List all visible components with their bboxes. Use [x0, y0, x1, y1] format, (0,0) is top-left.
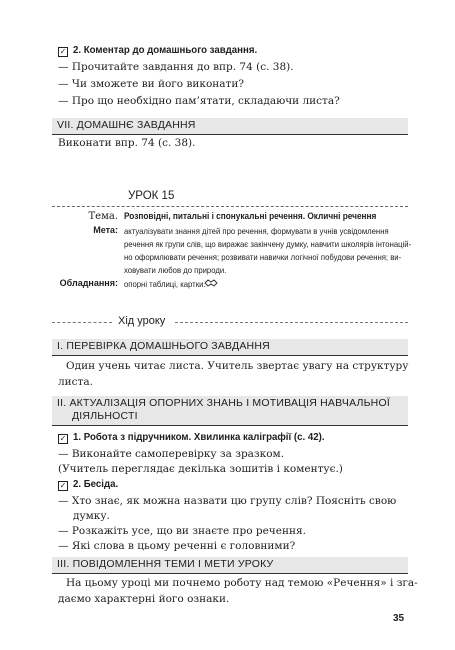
handshake-icon	[204, 278, 218, 288]
text-line: — Виконайте самоперевірку за зразком.	[58, 448, 285, 460]
section-title-actualization-cont: ДІЯЛЬНОСТІ	[72, 410, 138, 422]
section-title-actualization: II. АКТУАЛІЗАЦІЯ ОПОРНИХ ЗНАНЬ І МОТИВАЦІЯ НАВЧАЛЬНОЇ	[57, 397, 390, 409]
divider	[175, 322, 408, 323]
section-title-homework-check: I. ПЕРЕВІРКА ДОМАШНЬОГО ЗАВДАННЯ	[57, 340, 270, 352]
divider	[52, 322, 112, 323]
subheading-textbook-work: 1. Робота з підручником. Хвилинка каліграфії (с. 42).	[73, 431, 325, 443]
goal-line: актуалізувати знання дітей про речення, формувати в учнів усвідомлення	[124, 226, 389, 236]
text-line: Виконати впр. 74 (с. 38).	[58, 137, 196, 149]
goal-line: речення як групи слів, що виражає закінчену думку, навчити школярів інтонацій-	[124, 239, 412, 249]
text-line: Один учень читає листа. Учитель звертає увагу на структуру	[66, 360, 409, 372]
checkbox-icon: ✓	[59, 481, 67, 490]
goal-line: но оформлювати речення; розвивати навички логічної побудови речення; ви-	[124, 252, 402, 262]
subheading-homework-comment: 2. Коментар до домашнього завдання.	[73, 44, 258, 56]
text-line: — Про що необхідно пам’ятати, складаючи листа?	[58, 95, 340, 107]
lesson-title: УРОК 15	[128, 190, 175, 202]
page-number: 35	[393, 613, 405, 624]
text-line: На цьому уроці ми почнемо роботу над темою «Речення» і зга-	[66, 577, 418, 589]
section-title-lesson-topic: III. ПОВІДОМЛЕННЯ ТЕМИ І МЕТИ УРОКУ	[57, 558, 274, 570]
goal-label: Мета:	[93, 225, 118, 235]
text-line: (Учитель переглядає декілька зошитів і коментує.)	[58, 463, 343, 475]
text-line: — Чи зможете ви його виконати?	[58, 78, 244, 90]
equipment-label: Обладнання:	[59, 278, 118, 288]
subheading-conversation: 2. Бесіда.	[73, 478, 119, 490]
equipment-text: опорні таблиці, картки.	[124, 279, 206, 289]
course-title: Хід уроку	[118, 315, 166, 327]
text-line: — Прочитайте завдання до впр. 74 (с. 38).	[58, 61, 294, 73]
text-line: — Хто знає, як можна назвати цю групу слів? Поясніть свою	[58, 495, 397, 507]
text-line: — Розкажіть усе, що ви знаєте про речення.	[58, 525, 306, 537]
topic-label: Тема.	[88, 211, 118, 222]
text-line: даємо характерні його ознаки.	[58, 593, 230, 605]
text-line: думку.	[73, 510, 110, 522]
checkbox-icon: ✓	[59, 434, 67, 443]
section-title-homework: VII. ДОМАШНЄ ЗАВДАННЯ	[57, 119, 196, 131]
text-line: листа.	[58, 376, 93, 388]
divider	[52, 206, 408, 207]
checkbox-icon: ✓	[59, 47, 67, 56]
text-line: — Які слова в цьому реченні є головними?	[58, 540, 296, 552]
topic-text: Розповідні, питальні і спонукальні речення. Окличні речення	[124, 211, 377, 221]
goal-line: ховувати любов до природи.	[124, 265, 227, 275]
